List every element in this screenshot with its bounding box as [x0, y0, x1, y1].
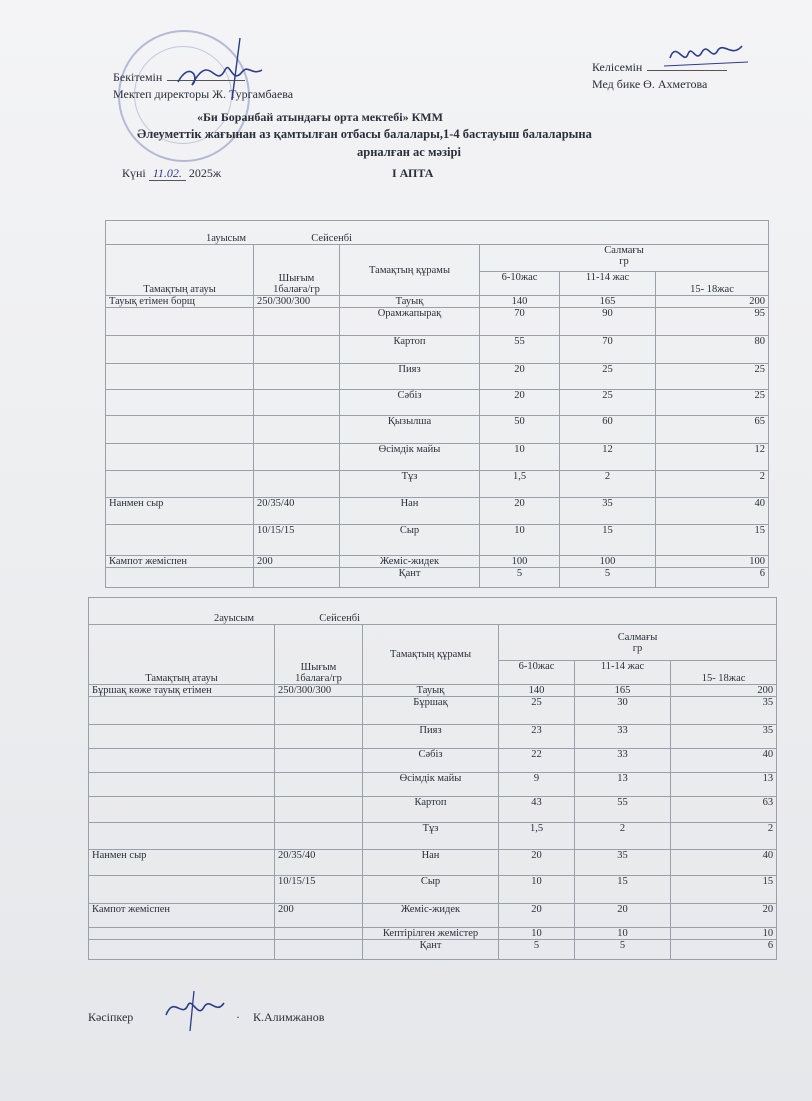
ingredient-cell: Картоп: [363, 797, 499, 823]
dish-cell: Кампот жемiспен: [89, 904, 275, 928]
age-6-10-cell: 10: [499, 928, 575, 940]
table-row: [106, 568, 769, 588]
col-weight-line2: гр: [619, 256, 629, 267]
dish-cell: [106, 390, 254, 416]
col-dish-header: Тамақтың атауы: [89, 625, 275, 685]
ingredient-cell: Сыр: [363, 876, 499, 904]
age-15-18-cell: 100: [656, 556, 769, 568]
age-15-18-cell: 25: [656, 364, 769, 390]
age-15-18-cell: 20: [671, 904, 777, 928]
dish-cell: [106, 308, 254, 336]
col-weight-line1: Салмағы: [604, 245, 644, 256]
agree-label: Келісемін: [592, 60, 643, 74]
agree-name: Ө. Ахметова: [643, 77, 708, 91]
table-row: [89, 850, 777, 876]
ingredient-cell: Пияз: [363, 725, 499, 749]
age-col-1: 6-10жас: [480, 272, 560, 296]
age-11-14-cell: 25: [560, 364, 656, 390]
age-15-18-cell: 200: [671, 685, 777, 697]
yield-cell: 20/35/40: [254, 498, 340, 525]
dish-cell: [89, 749, 275, 773]
age-11-14-cell: 5: [560, 568, 656, 588]
entrepreneur-signature: [160, 985, 230, 1035]
col-yield-header: [254, 245, 340, 296]
yield-cell: 10/15/15: [275, 876, 363, 904]
table-row: [106, 296, 769, 308]
ingredient-cell: Бұршақ: [363, 697, 499, 725]
age-11-14-cell: 70: [560, 336, 656, 364]
age-15-18-cell: 2: [656, 471, 769, 498]
age-11-14-cell: 60: [560, 416, 656, 444]
age-15-18-cell: 95: [656, 308, 769, 336]
date-label: Күні: [122, 166, 146, 180]
age-6-10-cell: 20: [480, 364, 560, 390]
age-15-18-cell: 35: [671, 725, 777, 749]
yield-cell: [275, 725, 363, 749]
dish-cell: Бұршақ көже тауық етімен: [89, 685, 275, 697]
table-row: [89, 940, 777, 960]
col-weight-header: [499, 625, 777, 661]
yield-cell: [254, 568, 340, 588]
dish-cell: [89, 773, 275, 797]
table-row: [106, 471, 769, 498]
col-yield-header: [275, 625, 363, 685]
dish-cell: Кампот жемiспен: [106, 556, 254, 568]
ingredient-cell: Өсімдік майы: [340, 444, 480, 471]
table-row: [106, 364, 769, 390]
yield-cell: [275, 773, 363, 797]
col-weight-line1: Салмағы: [617, 631, 658, 643]
footer-dot: ·: [236, 1010, 240, 1024]
age-11-14-cell: 12: [560, 444, 656, 471]
age-15-18-cell: 15: [656, 525, 769, 556]
table-row: [106, 336, 769, 364]
yield-cell: [275, 928, 363, 940]
age-15-18-cell: 6: [656, 568, 769, 588]
age-6-10-cell: 140: [480, 296, 560, 308]
yield-cell: 10/15/15: [254, 525, 340, 556]
age-11-14-cell: 10: [575, 928, 671, 940]
age-15-18-cell: 2: [671, 823, 777, 850]
age-6-10-cell: 55: [480, 336, 560, 364]
age-11-14-cell: 2: [575, 823, 671, 850]
agree-role: Мед бике: [592, 77, 641, 91]
dish-cell: [106, 336, 254, 364]
age-11-14-cell: 55: [575, 797, 671, 823]
age-11-14-cell: 15: [575, 876, 671, 904]
date-line: [122, 166, 221, 181]
approve-role: Мектеп директоры: [113, 87, 210, 101]
age-11-14-cell: 165: [575, 685, 671, 697]
table-row: [89, 876, 777, 904]
age-15-18-cell: 6: [671, 940, 777, 960]
entrepreneur-name: К.Алимжанов: [253, 1010, 325, 1024]
ingredient-cell: Нан: [340, 498, 480, 525]
age-6-10-cell: 100: [480, 556, 560, 568]
col-yield-line1: Шығым: [300, 662, 337, 673]
ingredient-cell: Сыр: [340, 525, 480, 556]
col-ingredients-header: Тамақтың құрамы: [363, 625, 499, 685]
age-6-10-cell: 5: [499, 940, 575, 960]
col-yield-line2: 1балаға/гр: [295, 673, 342, 684]
shift-label: 2ауысым: [214, 613, 255, 624]
table-row: [89, 823, 777, 850]
yield-cell: [254, 444, 340, 471]
age-11-14-cell: 165: [560, 296, 656, 308]
yield-cell: 250/300/300: [254, 296, 340, 308]
age-col-3: 15- 18жас: [671, 661, 777, 685]
age-15-18-cell: 40: [671, 850, 777, 876]
ingredient-cell: Нан: [363, 850, 499, 876]
date-suffix: 2025ж: [188, 166, 222, 180]
age-11-14-cell: 13: [575, 773, 671, 797]
table-row: [89, 725, 777, 749]
age-col-1: 6-10жас: [499, 661, 575, 685]
shift-day-cell: [106, 221, 769, 245]
dish-cell: [106, 525, 254, 556]
title-line-2: арналған ас мәзірі: [357, 145, 461, 159]
age-15-18-cell: 25: [656, 390, 769, 416]
age-6-10-cell: 5: [480, 568, 560, 588]
entrepreneur-label: Кәсіпкер: [88, 1010, 134, 1024]
dish-cell: [89, 697, 275, 725]
yield-cell: [254, 416, 340, 444]
age-6-10-cell: 10: [480, 525, 560, 556]
age-6-10-cell: 1,5: [499, 823, 575, 850]
ingredient-cell: Қызылша: [340, 416, 480, 444]
menu-table-shift-2: [88, 597, 777, 960]
table-row: [89, 904, 777, 928]
age-6-10-cell: 20: [499, 850, 575, 876]
column-header-row: [106, 245, 769, 272]
age-6-10-cell: 140: [499, 685, 575, 697]
shift-day-cell: [89, 598, 777, 625]
dish-cell: [89, 823, 275, 850]
dish-cell: [106, 444, 254, 471]
menu-table-shift-1: [105, 220, 769, 588]
dish-cell: [106, 364, 254, 390]
dish-cell: [89, 876, 275, 904]
age-15-18-cell: 40: [656, 498, 769, 525]
agree-signer: [592, 77, 707, 92]
col-yield-line1: Шығым: [278, 273, 315, 284]
age-6-10-cell: 10: [480, 444, 560, 471]
age-11-14-cell: 5: [575, 940, 671, 960]
yield-cell: [254, 336, 340, 364]
table-row: [106, 390, 769, 416]
age-11-14-cell: 33: [575, 749, 671, 773]
ingredient-cell: Жеміс-жидек: [340, 556, 480, 568]
yield-cell: [275, 749, 363, 773]
shift-label: 1ауысым: [206, 233, 247, 244]
age-15-18-cell: 40: [671, 749, 777, 773]
table-row: [106, 308, 769, 336]
yield-cell: [254, 364, 340, 390]
age-6-10-cell: 25: [499, 697, 575, 725]
date-value: 11.02.: [149, 166, 186, 181]
age-15-18-cell: 63: [671, 797, 777, 823]
dish-cell: [89, 940, 275, 960]
table-row: [89, 797, 777, 823]
age-6-10-cell: 70: [480, 308, 560, 336]
table-row: [106, 416, 769, 444]
yield-cell: [254, 390, 340, 416]
ingredient-cell: Тауық: [363, 685, 499, 697]
ingredient-cell: Орамжапырақ: [340, 308, 480, 336]
age-col-2: 11-14 жас: [560, 272, 656, 296]
table-row: [89, 685, 777, 697]
col-weight-line2: гр: [632, 642, 643, 654]
age-6-10-cell: 22: [499, 749, 575, 773]
ingredient-cell: Тұз: [340, 471, 480, 498]
age-11-14-cell: 90: [560, 308, 656, 336]
ingredient-cell: Өсімдік майы: [363, 773, 499, 797]
age-15-18-cell: 12: [656, 444, 769, 471]
age-15-18-cell: 35: [671, 697, 777, 725]
yield-cell: 200: [254, 556, 340, 568]
dish-cell: [89, 928, 275, 940]
ingredient-cell: Пияз: [340, 364, 480, 390]
age-15-18-cell: 65: [656, 416, 769, 444]
yield-cell: [275, 823, 363, 850]
table-row: [89, 697, 777, 725]
table-row: [106, 556, 769, 568]
dish-cell: [89, 725, 275, 749]
week-label: I АПТА: [392, 166, 434, 180]
age-6-10-cell: 20: [499, 904, 575, 928]
age-col-2: 11-14 жас: [575, 661, 671, 685]
shift-header-row: [106, 221, 769, 245]
yield-cell: [275, 797, 363, 823]
agree-block: [592, 60, 727, 75]
col-dish-header: Тамақтың атауы: [106, 245, 254, 296]
yield-cell: [275, 940, 363, 960]
age-11-14-cell: 15: [560, 525, 656, 556]
column-header-row: [89, 625, 777, 661]
age-6-10-cell: 10: [499, 876, 575, 904]
age-15-18-cell: 10: [671, 928, 777, 940]
age-6-10-cell: 23: [499, 725, 575, 749]
yield-cell: 250/300/300: [275, 685, 363, 697]
ingredient-cell: Картоп: [340, 336, 480, 364]
age-6-10-cell: 20: [480, 498, 560, 525]
col-weight-header: [480, 245, 769, 272]
ingredient-cell: Жеміс-жидек: [363, 904, 499, 928]
approve-name: Ж. Тургамбаева: [212, 87, 294, 101]
age-15-18-cell: 13: [671, 773, 777, 797]
dish-cell: Тауық етімен борщ: [106, 296, 254, 308]
table-row: [106, 525, 769, 556]
director-signature: [170, 30, 280, 110]
dish-cell: [106, 416, 254, 444]
age-15-18-cell: 80: [656, 336, 769, 364]
ingredient-cell: Сәбіз: [340, 390, 480, 416]
age-11-14-cell: 2: [560, 471, 656, 498]
table-row: [89, 773, 777, 797]
school-name: «Би Боранбай атындағы орта мектебі» КММ: [197, 110, 443, 124]
dish-cell: Нанмен сыр: [89, 850, 275, 876]
age-11-14-cell: 25: [560, 390, 656, 416]
age-15-18-cell: 15: [671, 876, 777, 904]
title-line-1: Әлеуметтік жағынан аз қамтылған отбасы балалары,1-4 бастауыш балаларына: [137, 127, 592, 141]
yield-cell: [254, 471, 340, 498]
dish-cell: [106, 568, 254, 588]
table-row: [106, 498, 769, 525]
yield-cell: [275, 697, 363, 725]
age-11-14-cell: 35: [575, 850, 671, 876]
ingredient-cell: Қант: [340, 568, 480, 588]
table-row: [106, 444, 769, 471]
menu-rows-shift-2: [89, 685, 777, 960]
ingredient-cell: Тұз: [363, 823, 499, 850]
col-ingredients-header: Тамақтың құрамы: [340, 245, 480, 296]
shift-header-row: [89, 598, 777, 625]
age-11-14-cell: 35: [560, 498, 656, 525]
ingredient-cell: Сәбіз: [363, 749, 499, 773]
table-row: [89, 749, 777, 773]
ingredient-cell: Тауық: [340, 296, 480, 308]
age-11-14-cell: 100: [560, 556, 656, 568]
age-11-14-cell: 20: [575, 904, 671, 928]
col-yield-line2: 1балаға/гр: [273, 284, 320, 295]
age-6-10-cell: 1,5: [480, 471, 560, 498]
age-6-10-cell: 9: [499, 773, 575, 797]
age-col-3: 15- 18жас: [656, 272, 769, 296]
age-15-18-cell: 200: [656, 296, 769, 308]
yield-cell: 20/35/40: [275, 850, 363, 876]
age-11-14-cell: 33: [575, 725, 671, 749]
menu-rows-shift-1: [106, 296, 769, 588]
day-label: Сейсенбі: [319, 613, 361, 624]
dish-cell: [106, 471, 254, 498]
dish-cell: [89, 797, 275, 823]
yield-cell: [254, 308, 340, 336]
ingredient-cell: Қант: [363, 940, 499, 960]
dish-cell: Нанмен сыр: [106, 498, 254, 525]
day-label: Сейсенбі: [311, 233, 353, 244]
age-6-10-cell: 43: [499, 797, 575, 823]
age-11-14-cell: 30: [575, 697, 671, 725]
age-6-10-cell: 50: [480, 416, 560, 444]
approve-label: Бекітемін: [113, 70, 163, 84]
yield-cell: 200: [275, 904, 363, 928]
age-6-10-cell: 20: [480, 390, 560, 416]
ingredient-cell: Кептірілген жемістер: [363, 928, 499, 940]
table-row: [89, 928, 777, 940]
